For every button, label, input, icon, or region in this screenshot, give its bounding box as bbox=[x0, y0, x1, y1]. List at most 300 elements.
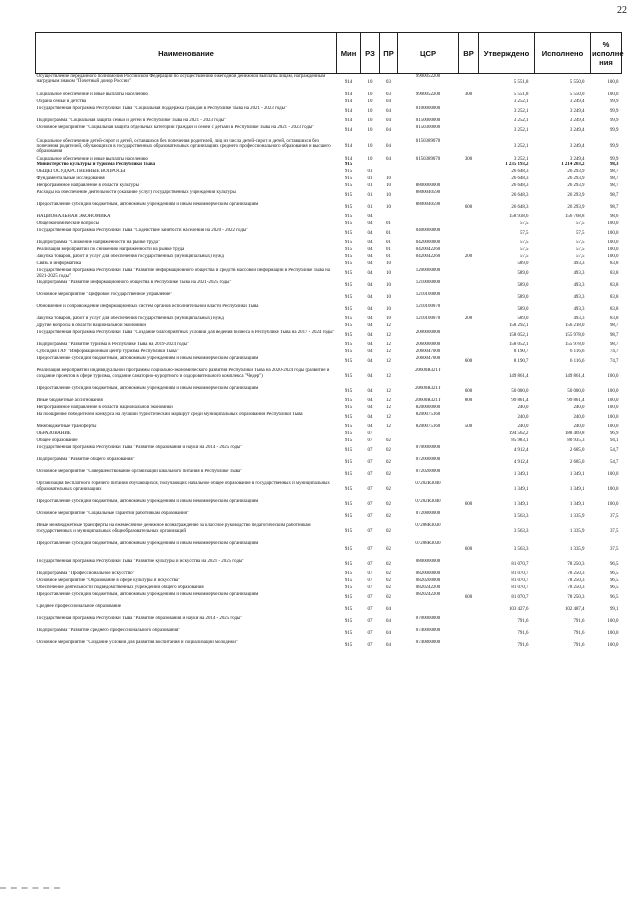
cell-name: Государственная программа Республики Тыва "Развитие образования и науки на 2014 - 2025 годы" bbox=[36, 445, 243, 451]
cell-vr bbox=[459, 125, 479, 137]
cell-name: Реализация мероприятий по снижению напряженности на рынке труда bbox=[36, 247, 185, 253]
cell-min: 915 bbox=[344, 283, 353, 289]
cell-rz: 10 bbox=[367, 91, 373, 97]
cell-min: 914 bbox=[344, 127, 353, 133]
cell-approved: 81 070,7 bbox=[511, 595, 529, 601]
cell-min: 915 bbox=[344, 389, 353, 395]
cell-name: Государственная программа Республики Тыва "Создание благоприятных условий для ведения бизнеса в Республике Тыва на 2017 - 2024 годы" bbox=[36, 330, 335, 336]
cell-name: Обеспечение деятельности подведомственных учреждений общего образования bbox=[36, 585, 204, 591]
cell-name: Межбюджетные трансферты bbox=[36, 424, 97, 430]
cell-rz: 07 bbox=[367, 502, 373, 508]
cell-csr: 8200075160 bbox=[415, 412, 441, 418]
cell-executed: 57,5 bbox=[575, 247, 585, 253]
cell-csr: 0700000000 bbox=[415, 616, 441, 622]
cell-vr bbox=[459, 280, 479, 292]
cell-vr bbox=[459, 240, 479, 247]
cell-min: 915 bbox=[344, 342, 353, 348]
cell-executed: 3 249,4 bbox=[569, 143, 585, 149]
cell-csr: 2000000000 bbox=[415, 330, 441, 336]
cell-vr bbox=[459, 183, 479, 190]
column-header-approved: Утверждено bbox=[479, 33, 535, 74]
cell-percent: 99,9 bbox=[609, 156, 619, 162]
cell-approved: 57,5 bbox=[519, 254, 529, 260]
cell-pr: 04 bbox=[386, 143, 391, 149]
cell-pr: 04 bbox=[386, 156, 391, 162]
cell-percent: 98,3 bbox=[609, 162, 619, 168]
cell-min: 915 bbox=[344, 359, 353, 365]
cell-pr: 12 bbox=[386, 405, 391, 411]
cell-vr bbox=[459, 292, 479, 304]
cell-name: Основное мероприятие "Социальная защита отдельных категорий граждан и семей с детьми в Республике Тыва на 2021 - 2023 годы" bbox=[36, 124, 315, 130]
cell-vr bbox=[459, 323, 479, 330]
cell-csr: 8800040590 bbox=[415, 202, 441, 208]
cell-executed: 5 550,0 bbox=[569, 80, 585, 86]
cell-rz: 04 bbox=[367, 424, 373, 430]
cell-vr: 600 bbox=[464, 389, 473, 395]
cell-rz: 07 bbox=[367, 431, 373, 437]
cell-approved: 5 551,8 bbox=[513, 91, 529, 97]
cell-name: Непрограммное направление в области культуры bbox=[36, 183, 139, 189]
cell-executed: 1 349,1 bbox=[569, 487, 585, 493]
cell-rz: 07 bbox=[367, 578, 373, 584]
cell-percent: 100,0 bbox=[607, 231, 619, 237]
cell-name: Подпрограмма "Социальная защита семьи и детей в Республике Тыва на 2021 - 2023 годы" bbox=[36, 117, 227, 123]
table-row bbox=[36, 155, 622, 162]
cell-rz: 07 bbox=[367, 472, 373, 478]
cell-percent: 100,0 bbox=[607, 472, 619, 478]
table-row bbox=[36, 342, 622, 349]
cell-vr: 600 bbox=[464, 205, 473, 211]
cell-approved: 1 235 193,2 bbox=[505, 162, 529, 168]
cell-executed: 155 978,0 bbox=[564, 333, 585, 339]
cell-rz: 10 bbox=[367, 98, 373, 104]
cell-pr: 02 bbox=[386, 448, 391, 454]
cell-executed: 2 685,0 bbox=[569, 448, 585, 454]
cell-name: Закупка товаров, работ и услуг для обеспечения государственных (муниципальных) нужд bbox=[36, 316, 224, 322]
cell-name: ОБРАЗОВАНИЕ bbox=[36, 431, 71, 437]
cell-pr: 02 bbox=[386, 438, 391, 444]
table-row bbox=[36, 221, 622, 228]
cell-percent: 100,0 bbox=[607, 374, 619, 380]
cell-executed: 78 250,3 bbox=[567, 562, 585, 568]
cell-approved: 57,5 bbox=[519, 231, 529, 237]
cell-percent: 83,8 bbox=[609, 261, 619, 267]
cell-rz: 10 bbox=[367, 117, 373, 123]
cell-name: Общеэкономические вопросы bbox=[36, 221, 99, 227]
cell-name: Государственная программа Республики Тыва "Социальная поддержка граждан в Республике Тыва на 2021 - 2023 годы" bbox=[36, 105, 287, 111]
cell-min: 915 bbox=[344, 254, 353, 260]
cell-approved: 3 252,1 bbox=[513, 143, 529, 149]
cell-percent: 37,5 bbox=[609, 547, 619, 553]
cell-vr bbox=[459, 190, 479, 202]
cell-csr: 8200075160 bbox=[415, 424, 441, 430]
cell-name: Подпрограмма "Развитие информационного общества в Республике Тыва на 2021-2025 годы" bbox=[36, 280, 232, 286]
cell-executed: 1 349,1 bbox=[569, 472, 585, 478]
cell-executed: 493,3 bbox=[573, 261, 585, 267]
cell-vr: 200 bbox=[464, 254, 473, 260]
cell-rz: 07 bbox=[367, 571, 373, 577]
cell-pr: 04 bbox=[386, 643, 391, 649]
cell-name: Расходы на обеспечение деятельности (оказание услуг) государственных учреждений культуры bbox=[36, 190, 236, 196]
scan-artifact bbox=[0, 887, 60, 893]
cell-csr: 0100000000 bbox=[415, 105, 441, 111]
cell-executed: 78 250,3 bbox=[567, 595, 585, 601]
cell-rz: 04 bbox=[367, 283, 373, 289]
cell-vr bbox=[459, 247, 479, 254]
cell-min: 915 bbox=[344, 585, 353, 591]
cell-csr: 20600R321T bbox=[415, 368, 441, 374]
cell-min: 915 bbox=[344, 619, 353, 625]
cell-vr bbox=[459, 169, 479, 176]
cell-vr bbox=[459, 228, 479, 240]
table-row bbox=[36, 162, 622, 169]
cell-vr bbox=[459, 571, 479, 578]
cell-pr: 03 bbox=[386, 91, 391, 97]
cell-name: Предоставление субсидий бюджетным, автономным учреждениям и иным некоммерческим организациям bbox=[36, 499, 259, 505]
cell-rz: 04 bbox=[367, 349, 373, 355]
cell-rz: 07 bbox=[367, 460, 373, 466]
cell-approved: 8 190,7 bbox=[513, 359, 529, 365]
cell-rz bbox=[361, 162, 380, 169]
cell-name: Государственная программа Республики Тыва "Содействие занятости населения на 2020 - 2022 годы" bbox=[36, 228, 249, 234]
cell-rz: 01 bbox=[367, 205, 373, 211]
cell-approved: 26 648,3 bbox=[511, 169, 529, 175]
cell-min: 915 bbox=[344, 460, 353, 466]
table-row bbox=[36, 106, 622, 118]
cell-vr bbox=[459, 74, 479, 92]
cell-approved: 589,0 bbox=[517, 307, 529, 313]
cell-percent: 100,0 bbox=[607, 398, 619, 404]
cell-name: Государственная программа Республики Тыва "Развитие культуры и искусства на 2021 - 2025 годы" bbox=[36, 559, 245, 565]
cell-csr bbox=[398, 221, 459, 228]
cell-csr: 07202R3040 bbox=[415, 481, 441, 487]
cell-min: 915 bbox=[344, 261, 353, 267]
table-row bbox=[36, 137, 622, 155]
cell-name: Государственная программа Республики Тыва "Развитие информационного общества и средств массовой информации в Республике Тыва на 2021-2025 годы" bbox=[36, 268, 330, 279]
table-row bbox=[36, 292, 622, 304]
cell-pr: 10 bbox=[386, 271, 391, 277]
cell-rz: 10 bbox=[367, 143, 373, 149]
cell-vr bbox=[459, 221, 479, 228]
cell-percent: 100,0 bbox=[607, 221, 619, 227]
cell-rz: 04 bbox=[367, 398, 373, 404]
cell-percent: 98,7 bbox=[609, 183, 619, 189]
cell-min: 915 bbox=[344, 349, 353, 355]
cell-executed: 50 000,0 bbox=[567, 389, 585, 395]
cell-rz: 10 bbox=[367, 80, 373, 86]
cell-percent: 100,0 bbox=[607, 91, 619, 97]
cell-name: Иные межбюджетные трансферты на ежемесячное денежное вознаграждение за классное руководство педагогическим работникам государственных и муниципальных общеобразовательных организаций bbox=[36, 523, 311, 534]
cell-vr bbox=[459, 268, 479, 280]
cell-min: 915 bbox=[344, 240, 353, 246]
cell-pr: 10 bbox=[386, 193, 391, 199]
cell-min: 915 bbox=[344, 183, 353, 189]
cell-csr: 0740800000 bbox=[415, 640, 441, 646]
table-row bbox=[36, 578, 622, 585]
cell-approved: 3 252,1 bbox=[513, 117, 529, 123]
cell-executed: 493,3 bbox=[573, 295, 585, 301]
cell-pr: 01 bbox=[386, 221, 391, 227]
cell-approved: 240,0 bbox=[517, 424, 529, 430]
cell-pr: 10 bbox=[386, 261, 391, 267]
cell-pr: 02 bbox=[386, 487, 391, 493]
cell-csr: 0720000000 bbox=[415, 457, 441, 463]
table-row bbox=[36, 190, 622, 202]
cell-percent: 98,7 bbox=[609, 169, 619, 175]
cell-percent: 99,9 bbox=[609, 127, 619, 133]
cell-approved: 3 563,3 bbox=[513, 529, 529, 535]
cell-vr: 300 bbox=[464, 91, 473, 97]
cell-csr: 2060000000 bbox=[415, 342, 441, 348]
cell-min: 915 bbox=[344, 607, 353, 613]
cell-percent: 74,7 bbox=[609, 349, 619, 355]
cell-percent: 99,9 bbox=[609, 143, 619, 149]
cell-approved: 57,5 bbox=[519, 221, 529, 227]
cell-rz: 10 bbox=[367, 108, 373, 114]
table-row bbox=[36, 499, 622, 511]
cell-pr: 12 bbox=[386, 323, 391, 329]
table-row bbox=[36, 125, 622, 137]
cell-name: Основное мероприятие "Совершенствование организации школьного питания в Республике Тыва" bbox=[36, 469, 243, 475]
cell-csr: 0820000000 bbox=[415, 571, 441, 577]
cell-vr bbox=[459, 304, 479, 316]
cell-percent: 98,7 bbox=[609, 323, 619, 329]
cell-min: 915 bbox=[344, 374, 353, 380]
cell-csr: 0150389070 bbox=[415, 138, 441, 144]
cell-approved: 85 983,1 bbox=[511, 438, 529, 444]
cell-approved: 26 648,3 bbox=[511, 176, 529, 182]
cell-csr: 9900052200 bbox=[415, 74, 441, 79]
cell-vr bbox=[459, 431, 479, 438]
cell-vr bbox=[459, 118, 479, 125]
cell-executed: 240,0 bbox=[573, 405, 585, 411]
table-row bbox=[36, 405, 622, 412]
cell-name: Обновление и сопровождение информационных систем органов исполнительной власти Республики Тыва bbox=[36, 304, 259, 310]
cell-min: 915 bbox=[344, 333, 353, 339]
cell-approved: 589,0 bbox=[517, 295, 529, 301]
cell-csr: 1210100070 bbox=[415, 304, 441, 310]
cell-pr bbox=[380, 431, 398, 438]
cell-pr: 01 bbox=[386, 231, 391, 237]
cell-executed: 240,0 bbox=[573, 415, 585, 421]
column-header-rz: РЗ bbox=[361, 33, 380, 74]
cell-min: 915 bbox=[344, 514, 353, 520]
cell-pr: 12 bbox=[386, 398, 391, 404]
cell-approved: 5 551,8 bbox=[513, 80, 529, 86]
cell-rz: 04 bbox=[367, 231, 373, 237]
cell-name: Фундаментальные исследования bbox=[36, 176, 105, 182]
cell-min: 915 bbox=[344, 271, 353, 277]
cell-rz: 07 bbox=[367, 595, 373, 601]
cell-name: Другие вопросы в области национальной экономики bbox=[36, 323, 147, 329]
cell-csr: 0150389070 bbox=[415, 156, 441, 162]
cell-rz: 04 bbox=[367, 342, 373, 348]
cell-name: Министерство культуры и туризма Республики Тыва bbox=[36, 162, 156, 168]
cell-min: 914 bbox=[344, 98, 353, 104]
cell-min: 915 bbox=[344, 415, 353, 421]
cell-executed: 80 935,3 bbox=[567, 438, 585, 444]
cell-executed: 6 116,6 bbox=[570, 359, 585, 365]
cell-name: Основное мероприятие "Цифровое государственное управление" bbox=[36, 292, 173, 298]
cell-approved: 81 070,7 bbox=[511, 571, 529, 577]
cell-vr: 600 bbox=[464, 547, 473, 553]
cell-percent: 100,0 bbox=[607, 240, 619, 246]
cell-vr bbox=[459, 162, 479, 169]
cell-vr: 200 bbox=[464, 316, 473, 322]
table-row bbox=[36, 92, 622, 99]
cell-executed: 3 249,4 bbox=[569, 156, 585, 162]
cell-approved: 4 912,4 bbox=[513, 448, 529, 454]
cell-executed: 57,5 bbox=[575, 221, 585, 227]
cell-pr: 12 bbox=[386, 424, 391, 430]
cell-percent: 100,0 bbox=[607, 631, 619, 637]
cell-min: 915 bbox=[344, 502, 353, 508]
table-row bbox=[36, 247, 622, 254]
cell-vr bbox=[459, 342, 479, 349]
cell-approved: 589,0 bbox=[517, 316, 529, 322]
cell-pr: 12 bbox=[386, 349, 391, 355]
cell-approved: 26 648,3 bbox=[511, 193, 529, 199]
cell-name: Подпрограмма "Развитие туризма в Республике Тыва на 2019-2024 годы" bbox=[36, 342, 190, 348]
cell-min: 914 bbox=[344, 143, 353, 149]
cell-percent: 100,0 bbox=[607, 405, 619, 411]
cell-name: Субсидия ГАУ "Информационный центр туризма Республики Тыва" bbox=[36, 349, 179, 355]
cell-pr: 02 bbox=[386, 571, 391, 577]
cell-approved: 103 427,6 bbox=[508, 607, 529, 613]
budget-execution-table bbox=[35, 32, 622, 652]
table-row bbox=[36, 74, 622, 92]
cell-name: Предоставление субсидий бюджетным, автономным учреждениям и иным некоммерческим организациям bbox=[36, 592, 259, 598]
cell-rz: 07 bbox=[367, 562, 373, 568]
cell-rz: 04 bbox=[367, 295, 373, 301]
cell-percent: 83,8 bbox=[609, 283, 619, 289]
cell-executed: 493,3 bbox=[573, 307, 585, 313]
cell-rz: 07 bbox=[367, 547, 373, 553]
cell-min: 915 bbox=[344, 176, 353, 182]
cell-percent: 98,7 bbox=[609, 193, 619, 199]
table-row bbox=[36, 176, 622, 183]
cell-min: 915 bbox=[344, 438, 353, 444]
cell-pr: 02 bbox=[386, 585, 391, 591]
cell-percent: 96,5 bbox=[609, 578, 619, 584]
cell-csr: 0420000000 bbox=[415, 240, 441, 246]
table-row bbox=[36, 261, 622, 268]
cell-rz: 07 bbox=[367, 448, 373, 454]
cell-rz: 04 bbox=[367, 316, 373, 322]
cell-min: 915 bbox=[344, 162, 353, 168]
cell-pr: 12 bbox=[386, 342, 391, 348]
cell-vr bbox=[459, 616, 479, 628]
cell-name: Иные бюджетные ассигнования bbox=[36, 398, 103, 404]
cell-executed: 1 335,9 bbox=[569, 547, 585, 553]
cell-name: Общее образование bbox=[36, 438, 78, 444]
cell-pr: 02 bbox=[386, 514, 391, 520]
cell-name: Социальное обеспечение и иные выплаты населению bbox=[36, 91, 148, 97]
cell-approved: 3 252,1 bbox=[513, 98, 529, 104]
cell-rz: 07 bbox=[367, 487, 373, 493]
cell-approved: 3 252,1 bbox=[513, 127, 529, 133]
cell-csr: 0400000000 bbox=[415, 228, 441, 234]
cell-csr: 0740000000 bbox=[415, 628, 441, 634]
cell-csr: 0150000000 bbox=[415, 117, 441, 123]
table-row bbox=[36, 183, 622, 190]
table-row bbox=[36, 118, 622, 125]
cell-percent: 98,7 bbox=[609, 333, 619, 339]
cell-name: Подпрограмма "Развитие общего образования" bbox=[36, 457, 135, 463]
cell-min: 915 bbox=[344, 398, 353, 404]
cell-percent: 100,0 bbox=[607, 389, 619, 395]
cell-pr: 02 bbox=[386, 547, 391, 553]
table-row bbox=[36, 559, 622, 571]
cell-approved: 81 070,7 bbox=[511, 578, 529, 584]
table-body bbox=[36, 74, 622, 653]
cell-pr: 03 bbox=[386, 80, 391, 86]
cell-executed: 78 250,3 bbox=[567, 585, 585, 591]
cell-vr bbox=[459, 349, 479, 356]
cell-approved: 3 563,3 bbox=[513, 514, 529, 520]
cell-approved: 81 070,7 bbox=[511, 562, 529, 568]
cell-percent: 96,5 bbox=[609, 562, 619, 568]
cell-percent: 100,0 bbox=[607, 80, 619, 86]
table-row bbox=[36, 457, 622, 469]
cell-min: 915 bbox=[344, 578, 353, 584]
cell-pr: 10 bbox=[386, 316, 391, 322]
cell-approved: 158 938,6 bbox=[508, 214, 529, 220]
cell-executed: 99 861,4 bbox=[567, 398, 585, 404]
column-header-csr: ЦСР bbox=[398, 33, 459, 74]
cell-vr: 800 bbox=[464, 398, 473, 404]
cell-rz: 10 bbox=[367, 156, 373, 162]
cell-name: НАЦИОНАЛЬНАЯ ЭКОНОМИКА bbox=[36, 214, 111, 220]
cell-csr: 1210000000 bbox=[415, 280, 441, 286]
cell-vr bbox=[459, 640, 479, 652]
cell-approved: 149 861,4 bbox=[508, 374, 529, 380]
cell-csr: 1200000000 bbox=[415, 268, 441, 274]
cell-percent: 100,0 bbox=[607, 424, 619, 430]
cell-min: 915 bbox=[344, 547, 353, 553]
cell-csr: 20600R321T bbox=[415, 398, 441, 404]
cell-percent: 98,7 bbox=[609, 176, 619, 182]
cell-name: Основное мероприятие "Социальные гарантии работникам образования" bbox=[36, 511, 189, 517]
cell-executed: 78 250,3 bbox=[567, 571, 585, 577]
cell-percent: 83,8 bbox=[609, 295, 619, 301]
cell-name: Предоставление субсидий бюджетным, автономным учреждениям и иным некоммерческим организациям bbox=[36, 386, 259, 392]
cell-csr bbox=[398, 431, 459, 438]
cell-percent: 98,7 bbox=[609, 342, 619, 348]
cell-approved: 1 349,1 bbox=[513, 487, 529, 493]
cell-pr: 02 bbox=[386, 529, 391, 535]
page-number: 22 bbox=[617, 5, 627, 16]
cell-pr: 01 bbox=[386, 247, 391, 253]
cell-executed: 26 293,9 bbox=[567, 183, 585, 189]
cell-vr bbox=[459, 176, 479, 183]
cell-rz: 01 bbox=[367, 176, 373, 182]
cell-pr: 10 bbox=[386, 183, 391, 189]
cell-min: 915 bbox=[344, 472, 353, 478]
cell-csr: 0800000000 bbox=[415, 559, 441, 565]
cell-csr: 0720200000 bbox=[415, 469, 441, 475]
cell-pr: 10 bbox=[386, 283, 391, 289]
cell-csr: 8200000000 bbox=[415, 405, 441, 411]
cell-csr: 0420042260 bbox=[415, 247, 441, 253]
cell-executed: 493,3 bbox=[573, 283, 585, 289]
cell-rz: 04 bbox=[367, 333, 373, 339]
cell-name: Подпрограмма "Развитие среднего профессионального образования" bbox=[36, 628, 181, 634]
cell-pr bbox=[380, 214, 398, 221]
cell-vr bbox=[459, 578, 479, 585]
column-header-min: Мин bbox=[337, 33, 361, 74]
cell-executed: 3 249,4 bbox=[569, 98, 585, 104]
